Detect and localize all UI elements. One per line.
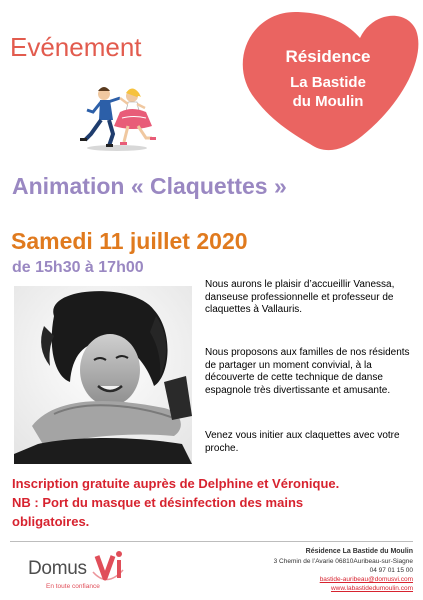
footer-divider: [10, 541, 413, 542]
footer-phone: 04 97 01 15 00: [369, 567, 413, 574]
dancers-illustration: [76, 82, 158, 152]
description-paragraph: Nous proposons aux familles de nos résidents de partager un moment convivial, à la découverte de cette technique de danse espagnole très divertissante et amusante.: [205, 347, 410, 396]
logo-wordmark: Domus: [28, 558, 87, 579]
residence-label: Résidence: [285, 47, 371, 66]
domusvi-logo-icon: [89, 546, 127, 584]
event-title: Evénement: [10, 32, 142, 62]
footer-address: 3 Chemin de l’Avarie 06810Auribeau-sur-Siagne: [273, 558, 413, 565]
footer-email-link[interactable]: bastide-auribeau@domusvi.com: [319, 576, 413, 583]
event-date: Samedi 11 juillet 2020: [11, 228, 248, 254]
footer-residence-name: Résidence La Bastide du Moulin: [305, 548, 413, 555]
event-time: de 15h30 à 17h00: [12, 259, 144, 276]
invitation-paragraph: Venez vous initier aux claquettes avec votre proche.: [205, 430, 400, 454]
inscription-notice: Inscription gratuite auprès de Delphine et Véronique.: [12, 476, 340, 491]
dancer-portrait-photo: [14, 286, 192, 464]
mask-notice-line2: obligatoires.: [12, 514, 90, 529]
residence-name-line2: du Moulin: [292, 93, 364, 110]
animation-title: Animation « Claquettes »: [12, 173, 287, 199]
footer-website-link[interactable]: www.labastidedumoulin.com: [330, 585, 413, 592]
mask-notice-line1: NB : Port du masque et désinfection des mains: [12, 495, 304, 510]
intro-paragraph: Nous aurons le plaisir d’accueillir Vanessa, danseuse professionnelle et professeur de claquettes à Vallauris.: [205, 279, 395, 315]
logo-tagline: En toute confiance: [46, 583, 100, 590]
residence-name-line1: La Bastide: [290, 74, 366, 91]
